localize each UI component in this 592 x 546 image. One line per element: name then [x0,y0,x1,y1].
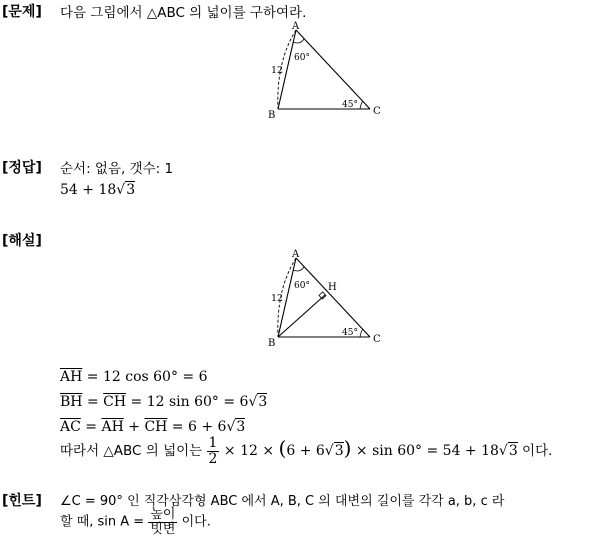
fraction-denominator: 2 [208,450,218,467]
solution-line-3 [60,419,245,435]
hint-fraction [148,508,177,536]
label-angle-a: 60° [294,53,310,63]
angle-c-arc [360,329,363,337]
label-c: C [373,334,381,345]
sqrt-sign: √ [226,419,236,435]
answer-meta: 순서: 없음, 갯수: 1 [60,161,174,177]
hint-line-1: ∠C = 90° 인 직각삼각형 ABC 에서 A, B, C 의 대변의 길이를 각각 a, b, c 라 [60,494,505,509]
angle-a-arc [293,39,304,43]
answer-value-root: 3 [126,182,136,198]
solution-line-4 [60,436,552,466]
sqrt-sign: √ [248,394,258,410]
triangle-figure-1 [262,20,388,120]
hint-fraction-denominator: 빗변 [150,521,176,537]
segment-ah: $\overline{AH}$ [60,369,83,385]
solution-line-2-mid: = [82,394,104,410]
solution-line-3-root: 3 [236,419,246,435]
side-ac [296,258,370,337]
label-side-ab: 12 [271,65,284,76]
label-b: B [268,110,276,120]
solution-line-2-root: 3 [258,394,268,410]
side-ac [296,30,370,109]
hint-tag: [힌트] [2,493,42,509]
fraction-one-half [207,436,220,466]
solution-tag: [해설] [2,233,42,249]
label-angle-c: 45° [342,100,358,110]
solution-line-1 [60,369,207,385]
solution-line-2 [60,394,267,410]
answer-value-prefix: 54 + 18 [60,182,117,198]
angle-a-arc [293,267,304,271]
solution-line-4-mid: × 12 × [219,443,279,460]
segment-bh: $\overline{BH}$ [60,394,83,410]
label-a: A [292,249,300,260]
problem-text: 다음 그림에서 △ABC 의 넓이를 구하여라. [60,5,307,21]
label-side-ab: 12 [271,293,284,304]
hint-line-2 [60,508,211,536]
triangle-figure-2 [262,248,388,348]
solution-line-2-rest: = 12 sin 60° = 6 [126,394,249,410]
paren-close: ) [343,436,352,461]
sqrt-sign: √ [116,182,126,198]
fraction-numerator: 1 [208,435,218,451]
label-angle-c: 45° [342,328,358,338]
label-h: H [328,282,337,293]
hint-line-2-end: 이다. [177,514,211,530]
paren-open: ( [278,436,287,461]
solution-line-4-tail: × sin 60° = 54 + 18 [351,443,499,460]
segment-ah: $\overline{AH}$ [101,419,124,435]
solution-line-4-lead: 따라서 △ABC 의 넓이는 [60,443,207,460]
sqrt-sign: √ [324,443,334,460]
segment-ch: $\overline{CH}$ [144,419,168,435]
solution-line-4-tail-root: 3 [508,443,518,460]
problem-tag: [문제] [2,4,42,20]
answer-value [60,182,135,198]
label-angle-a: 60° [294,281,310,291]
hint-line-2-lead: 할 때, sin A = [60,514,149,530]
solution-line-4-inner-root: 3 [334,443,344,460]
angle-c-arc [360,101,363,109]
altitude-bh [278,295,325,337]
solution-line-3-rest: = 6 + 6 [167,419,227,435]
answer-tag: [정답] [2,160,42,176]
label-c: C [373,106,381,117]
label-a: A [292,21,300,32]
label-b: B [268,338,276,348]
sqrt-sign: √ [498,443,508,460]
segment-ac: $\overline{AC}$ [60,419,81,435]
solution-line-3-mid1: = [80,419,102,435]
solution-line-1-rest: = 12 cos 60° = 6 [82,369,208,385]
hint-fraction-numerator: 높이 [150,507,176,522]
solution-line-4-end: 이다. [517,443,553,460]
segment-ch: $\overline{CH}$ [103,394,127,410]
solution-line-3-mid2: + [123,419,145,435]
solution-line-4-inner: 6 + 6 [286,443,325,460]
